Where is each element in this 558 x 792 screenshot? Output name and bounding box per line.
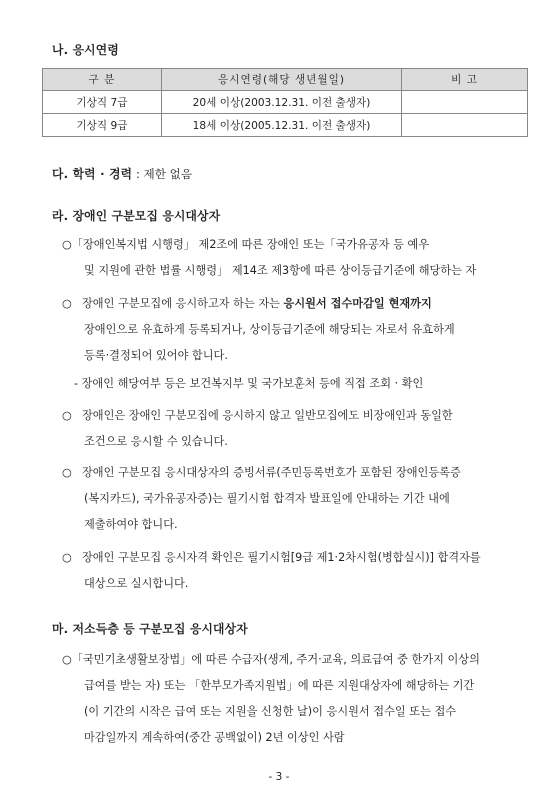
cell-note: [402, 91, 528, 114]
table-row: [43, 114, 528, 137]
ma-p1-line4: 마감일까지 계속하여(중간 공백없이) 2년 이상인 사람: [84, 731, 345, 744]
section-da: [52, 165, 192, 182]
ma-p1-line3: (이 기간의 시작은 급여 또는 지원을 신청한 날)이 응시원서 접수일 또는 접수: [84, 705, 457, 718]
header-age: 응시연령(해당 생년월일): [161, 69, 401, 91]
cell-note: [402, 114, 528, 137]
ra-p2-line3: 등록·결정되어 있어야 합니다.: [84, 349, 228, 362]
bullet-circle: ○: [62, 466, 72, 479]
ra-p2-line2: 장애인으로 유효하게 등록되거나, 상이등급기준에 해당되는 자로서 유효하게: [84, 323, 455, 336]
cell-category: 기상직 7급: [43, 91, 162, 114]
section-na-title: 나. 응시연령: [52, 43, 119, 57]
age-requirement-table: [42, 68, 528, 137]
table-row: [43, 91, 528, 114]
ra-p4-line1: 장애인 구분모집 응시대상자의 증빙서류(주민등록번호가 포함된 장애인등록증: [82, 466, 461, 479]
ra-p2-line1b-emphasis: 응시원서 접수마감일 현재까지: [283, 297, 432, 310]
page-number: - 3 -: [268, 771, 290, 783]
ra-paragraph-5: [62, 545, 532, 597]
ra-p1-line2: 및 지원에 관한 법률 시행령」 제14조 제3항에 따른 상이등급기준에 해당하는 자: [84, 264, 477, 277]
ra-p5-line2: 대상으로 실시합니다.: [84, 577, 189, 590]
cell-age: 18세 이상(2005.12.31. 이전 출생자): [161, 114, 401, 137]
ma-p1-line2: 급여를 받는 자) 또는 「한부모가족지원법」에 따른 지원대상자에 해당하는 기간: [84, 679, 475, 692]
section-ma-title: 마. 저소득층 등 구분모집 응시대상자: [52, 622, 248, 636]
section-ra-title: 라. 장애인 구분모집 응시대상자: [52, 209, 221, 223]
ra-p3-line1: 장애인은 장애인 구분모집에 응시하지 않고 일반모집에도 비장애인과 동일한: [82, 409, 453, 422]
section-da-value: : 제한 없음: [135, 167, 193, 181]
bullet-circle: ○: [62, 238, 72, 251]
ra-dash-note: - 장애인 해당여부 등은 보건복지부 및 국가보훈처 등에 직접 조회 · 확인: [74, 377, 424, 390]
ra-p1-line1: 「장애인복지법 시행령」 제2조에 따른 장애인 또는「국가유공자 등 예우: [71, 238, 430, 251]
ra-paragraph-3: [62, 403, 532, 455]
header-category: 구 분: [43, 69, 162, 91]
ra-paragraph-4: [62, 460, 532, 538]
ra-paragraph-1: [62, 232, 532, 284]
ra-p4-line3: 제출하여야 합니다.: [84, 518, 178, 531]
cell-age: 20세 이상(2003.12.31. 이전 출생자): [161, 91, 401, 114]
cell-category: 기상직 9급: [43, 114, 162, 137]
ra-p4-line2: (복지카드), 국가유공자증)는 필기시험 합격자 발표일에 안내하는 기간 내에: [84, 492, 450, 505]
bullet-circle: ○: [62, 653, 72, 666]
table-header-row: [43, 69, 528, 91]
ra-p2-line1a: 장애인 구분모집에 응시하고자 하는 자는: [82, 297, 284, 310]
bullet-circle: ○: [62, 551, 72, 564]
bullet-circle: ○: [62, 297, 72, 310]
ra-paragraph-2: [62, 291, 532, 369]
header-note: 비 고: [402, 69, 528, 91]
ra-p5-line1: 장애인 구분모집 응시자격 확인은 필기시험[9급 제1·2차시험(병합실시)] 합격자를: [82, 551, 481, 564]
section-da-title: 다. 학력 · 경력: [52, 167, 133, 181]
bullet-circle: ○: [62, 409, 72, 422]
ra-p3-line2: 조건으로 응시할 수 있습니다.: [84, 435, 228, 448]
ma-paragraph-1: [62, 647, 532, 751]
ma-p1-line1: 「국민기초생활보장법」에 따른 수급자(생계, 주거·교육, 의료급여 중 한가지 이상의: [71, 653, 480, 666]
